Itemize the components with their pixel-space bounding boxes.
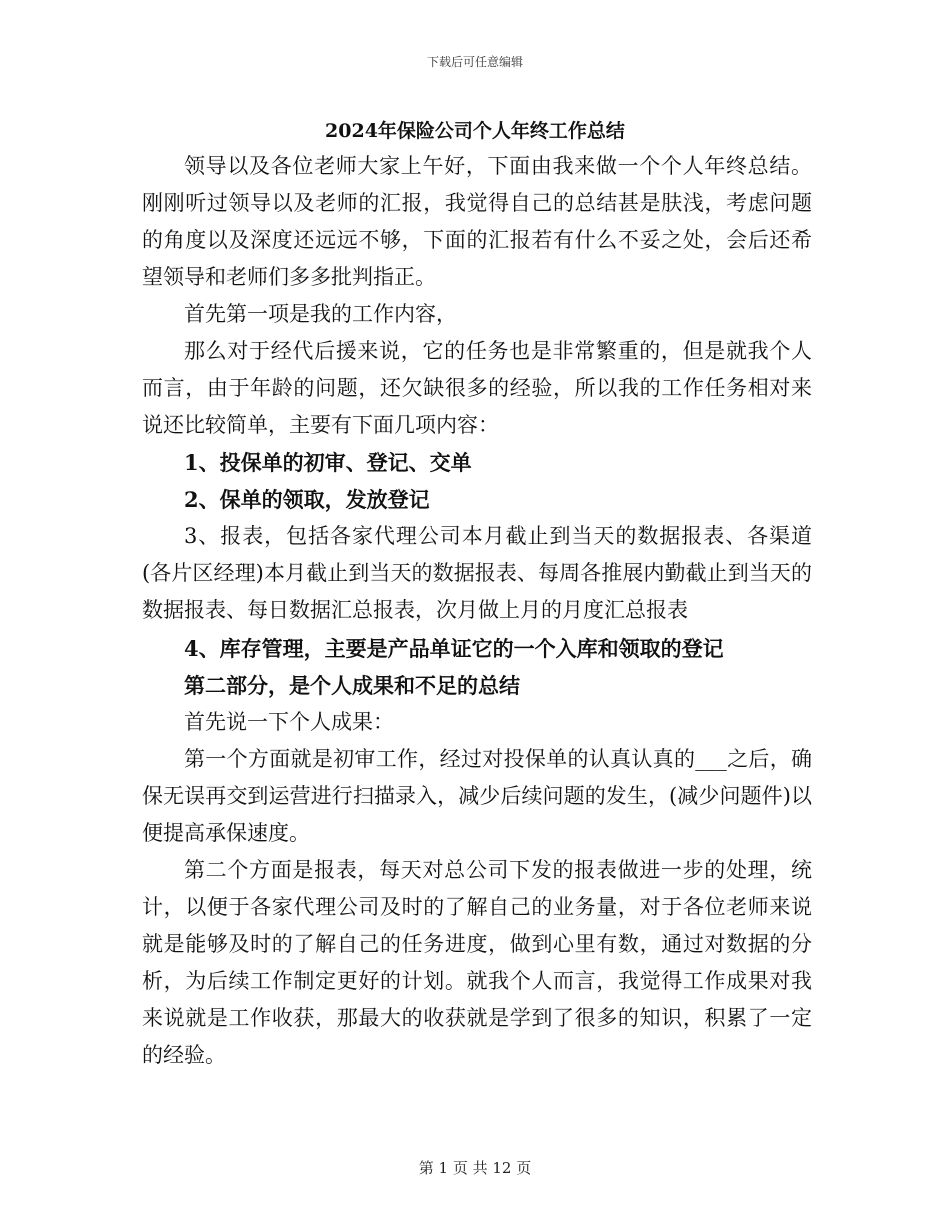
list-item-2: 2、保单的领取，发放登记 — [184, 487, 430, 512]
paragraph-result-2: 第二个方面是报表，每天对总公司下发的报表做进一步的处理，统计，以便于各家代理公司及时的了解自己的业务量，对于各位老师来说就是能够及时的了解自己的任务进度，做到心里有数，通过对数据的分析，为后续工作制定更好的计划。就我个人而言，我觉得工作成果对我来说就是工作收获，那最大的收获就是学到了很多的知识，积累了一定的经验。 — [142, 858, 812, 1067]
list-item-3: 3、报表，包括各家代理公司本月截止到当天的数据报表、各渠道(各片区经理)本月截止到当天的数据报表、每周各推展内勤截止到当天的数据报表、每日数据汇总报表，次月做上月的月度汇总报表 — [142, 524, 812, 622]
page-number: 第 1 页 共 12 页 — [418, 1159, 532, 1177]
list-item-1: 1、投保单的初审、登记、交单 — [184, 450, 472, 475]
section2-heading: 第二部分，是个人成果和不足的总结 — [184, 673, 520, 698]
paragraph-intro: 领导以及各位老师大家上午好，下面由我来做一个个人年终总结。刚刚听过领导以及老师的汇报，我觉得自己的总结甚是肤浅，考虑问题的角度以及深度还远远不够，下面的汇报若有什么不妥之处，会后还希望领导和老师们多多批判指正。 — [142, 154, 812, 289]
header-note: 下载后可任意编辑 — [426, 55, 523, 69]
paragraph-task-overview: 那么对于经代后援来说，它的任务也是非常繁重的，但是就我个人而言，由于年龄的问题，还欠缺很多的经验，所以我的工作任务相对来说还比较简单，主要有下面几项内容： — [142, 339, 812, 437]
paragraph-results-intro: 首先说一下个人成果： — [184, 710, 394, 734]
list-item-4: 4、库存管理，主要是产品单证它的一个入库和领取的登记 — [184, 636, 724, 661]
document-title: 2024年保险公司个人年终工作总结 — [325, 120, 625, 142]
document-body — [142, 148, 812, 1074]
paragraph-result-1: 第一个方面就是初审工作，经过对投保单的认真认真的___之后，确保无误再交到运营进行扫描录入，减少后续问题的发生，(减少问题件)以便提高承保速度。 — [142, 747, 812, 845]
paragraph-section1-heading: 首先第一项是我的工作内容， — [184, 302, 457, 326]
